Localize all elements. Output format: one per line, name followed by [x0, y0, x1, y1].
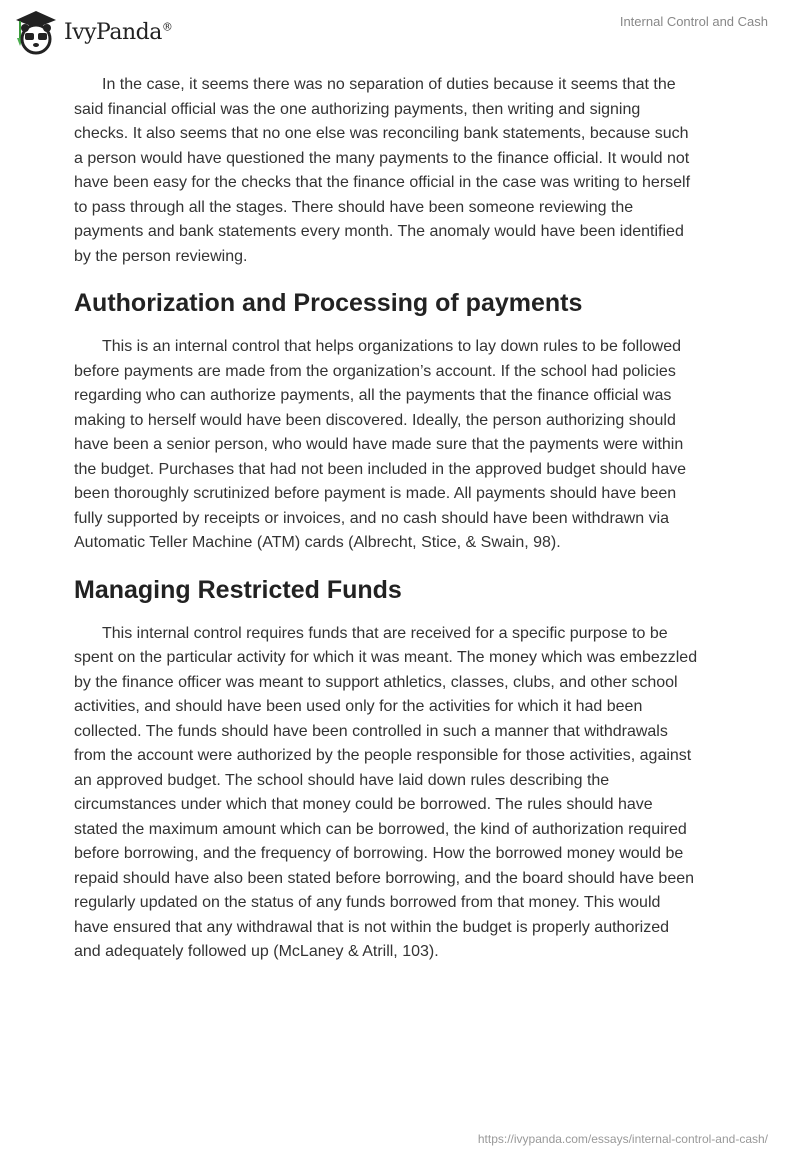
- paragraph-line: before payments are made from the organization’s account. If the school had policies: [74, 362, 676, 380]
- paragraph-line: In the case, it seems there was no separation of duties because it seems that the: [102, 76, 676, 93]
- paragraph-line: from the account were authorized by the people responsible for those activities, against: [74, 747, 692, 764]
- paragraph-line: the budget. Purchases that had not been included in the approved budget should have: [74, 460, 687, 478]
- paragraph-line: activities, and should have been used only for the activities for which it had been: [74, 698, 643, 715]
- paragraph-line: This internal control requires funds that are received for a specific purpose to be: [102, 624, 668, 642]
- paragraph-line: checks. It also seems that no one else was reconciling bank statements, because such: [74, 125, 689, 142]
- paragraph-line: have been easy for the checks that the finance official in the case was writing to herself: [74, 174, 691, 191]
- paragraph-line: This is an internal control that helps organizations to lay down rules to be followed: [102, 338, 681, 355]
- section-heading: Managing Restricted Funds: [74, 575, 402, 604]
- paragraph-line: been thoroughly scrutinized before payment is made. All payments should have been: [74, 485, 677, 502]
- paragraph-line: stated the maximum amount which can be borrowed, the kind of authorization required: [74, 820, 687, 838]
- paragraph-line: Automatic Teller Machine (ATM) cards (Albrecht, Stice, & Swain, 98).: [74, 534, 561, 551]
- paragraph-line: payments and bank statements every month. The anomaly would have been identified: [74, 223, 684, 240]
- paragraph-line: regularly updated on the status of any funds borrowed from that money. This would: [74, 894, 661, 911]
- paragraph-line: to pass through all the stages. There should have been someone reviewing the: [74, 198, 634, 216]
- essay-content: [74, 73, 734, 965]
- paragraph-line: regarding who can authorize payments, all the payments that the finance official was: [74, 387, 672, 404]
- paragraph-line: spent on the particular activity for which it was meant. The money which was embezzled: [74, 649, 698, 666]
- ivypanda-logo[interactable]: [12, 8, 172, 56]
- paragraph-line: by the person reviewing.: [74, 247, 248, 265]
- paragraph-line: making to herself would have been discovered. Ideally, the person authorizing should: [74, 411, 676, 429]
- source-url[interactable]: https://ivypanda.com/essays/internal-control-and-cash/: [477, 1132, 768, 1146]
- paragraph-line: have been a senior person, who would have made sure that the payments were within: [74, 436, 684, 453]
- paragraph: [74, 622, 734, 965]
- paragraph: [74, 335, 734, 556]
- section-heading: Authorization and Processing of payments: [74, 289, 583, 317]
- paragraph-line: fully supported by receipts or invoices, and no cash should have been withdrawn via: [74, 509, 670, 527]
- paragraph-line: by the finance officer was meant to support athletics, classes, clubs, and other school: [74, 673, 678, 691]
- paragraph-line: said financial official was the one authorizing payments, then writing and signing: [74, 100, 641, 118]
- paragraph: [74, 73, 734, 269]
- paragraph-line: and adequately followed up (McLaney & Atrill, 103).: [74, 943, 439, 960]
- paragraph-line: a person would have questioned the many payments to the finance official. It would not: [74, 149, 690, 167]
- paragraph-line: before borrowing, and the frequency of borrowing. How the borrowed money would be: [74, 845, 684, 862]
- panda-graduate-icon: [12, 8, 60, 56]
- paragraph-line: collected. The funds should have been controlled in such a manner that withdrawals: [74, 722, 668, 740]
- paragraph-line: an approved budget. The school should have laid down rules describing the: [74, 771, 610, 789]
- paragraph-line: repaid should have also been stated before borrowing, and the board should have been: [74, 869, 695, 887]
- document-title: Internal Control and Cash: [619, 14, 768, 29]
- paragraph-line: circumstances under which that money could be borrowed. The rules should have: [74, 796, 653, 813]
- logo-text: IvyPanda®: [64, 19, 173, 45]
- paragraph-line: have ensured that any withdrawal that is not within the budget is properly authorized: [74, 918, 670, 936]
